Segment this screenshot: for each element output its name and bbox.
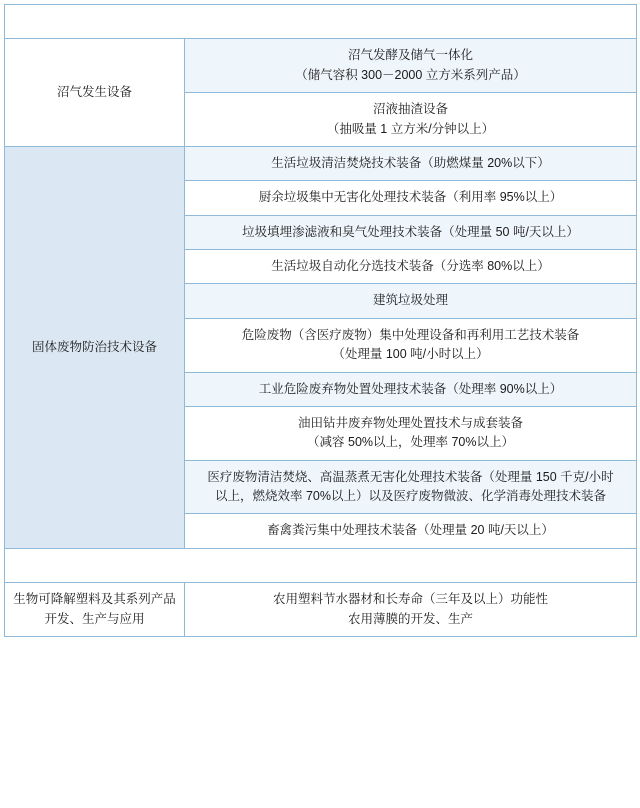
item-cell bbox=[185, 146, 637, 180]
item-line: （处理量 100 吨/小时以上） bbox=[332, 347, 489, 362]
item-cell bbox=[185, 215, 637, 249]
section-header-row bbox=[5, 548, 637, 582]
item-cell bbox=[185, 583, 637, 637]
item-line: 建筑垃圾处理 bbox=[373, 293, 449, 308]
table-row bbox=[5, 583, 637, 637]
group-label-solid-waste: 固体废物防治技术设备 bbox=[5, 146, 185, 548]
item-line: 沼气发酵及储气一体化 bbox=[348, 48, 474, 63]
item-line: 工业危险废弃物处置处理技术装备（处理率 90%以上） bbox=[258, 381, 563, 396]
item-line: 以上，燃烧效率 70%以上）以及医疗废物微波、化学消毒处理技术装备 bbox=[215, 489, 606, 503]
item-cell bbox=[185, 181, 637, 215]
section-title-machinery: 机 械 bbox=[5, 5, 637, 39]
item-line: 油田钻井废弃物处理处置技术与成套装备 bbox=[298, 415, 524, 430]
item-line: 生活垃圾清洁焚烧技术装备（助燃煤量 20%以下） bbox=[271, 155, 550, 170]
item-cell bbox=[185, 93, 637, 147]
group-label-biodegradable-plastics: 生物可降解塑料及其系列产品开发、生产与应用 bbox=[5, 583, 185, 637]
section-title-light-industry: 轻 工 bbox=[5, 548, 637, 582]
item-line: 危险废物（含医疗废物）集中处理设备和再利用工艺技术装备 bbox=[241, 327, 580, 342]
item-line: 垃圾填埋渗滤液和臭气处理技术装备（处理量 50 吨/天以上） bbox=[242, 224, 579, 239]
item-cell bbox=[185, 250, 637, 284]
item-line: 生活垃圾自动化分选技术装备（分选率 80%以上） bbox=[271, 259, 550, 273]
item-line: 农用薄膜的开发、生产 bbox=[348, 611, 474, 626]
group-label-biogas: 沼气发生设备 bbox=[5, 39, 185, 147]
item-line: 农用塑料节水器材和长寿命（三年及以上）功能性 bbox=[273, 592, 549, 607]
table-row bbox=[5, 39, 637, 93]
item-cell bbox=[185, 318, 637, 372]
section-header-row bbox=[5, 5, 637, 39]
item-line: 畜禽粪污集中处理技术装备（处理量 20 吨/天以上） bbox=[267, 523, 554, 538]
item-line: （抽吸量 1 立方米/分钟以上） bbox=[326, 121, 495, 136]
table-row bbox=[5, 146, 637, 180]
item-cell bbox=[185, 406, 637, 460]
item-line: 医疗废物清洁焚烧、高温蒸煮无害化处理技术装备（处理量 150 千克/小时 bbox=[207, 469, 614, 484]
item-line: （减容 50%以上，处理率 70%以上） bbox=[307, 435, 514, 450]
item-line: 沼液抽渣设备 bbox=[373, 102, 449, 117]
item-line: （储气容积 300－2000 立方米系列产品） bbox=[295, 67, 526, 82]
item-cell bbox=[185, 284, 637, 318]
item-line: 厨余垃圾集中无害化处理技术装备（利用率 95%以上） bbox=[258, 190, 563, 205]
item-cell bbox=[185, 372, 637, 406]
item-cell bbox=[185, 514, 637, 548]
item-cell bbox=[185, 39, 637, 93]
item-cell bbox=[185, 460, 637, 514]
catalog-table bbox=[4, 4, 637, 637]
